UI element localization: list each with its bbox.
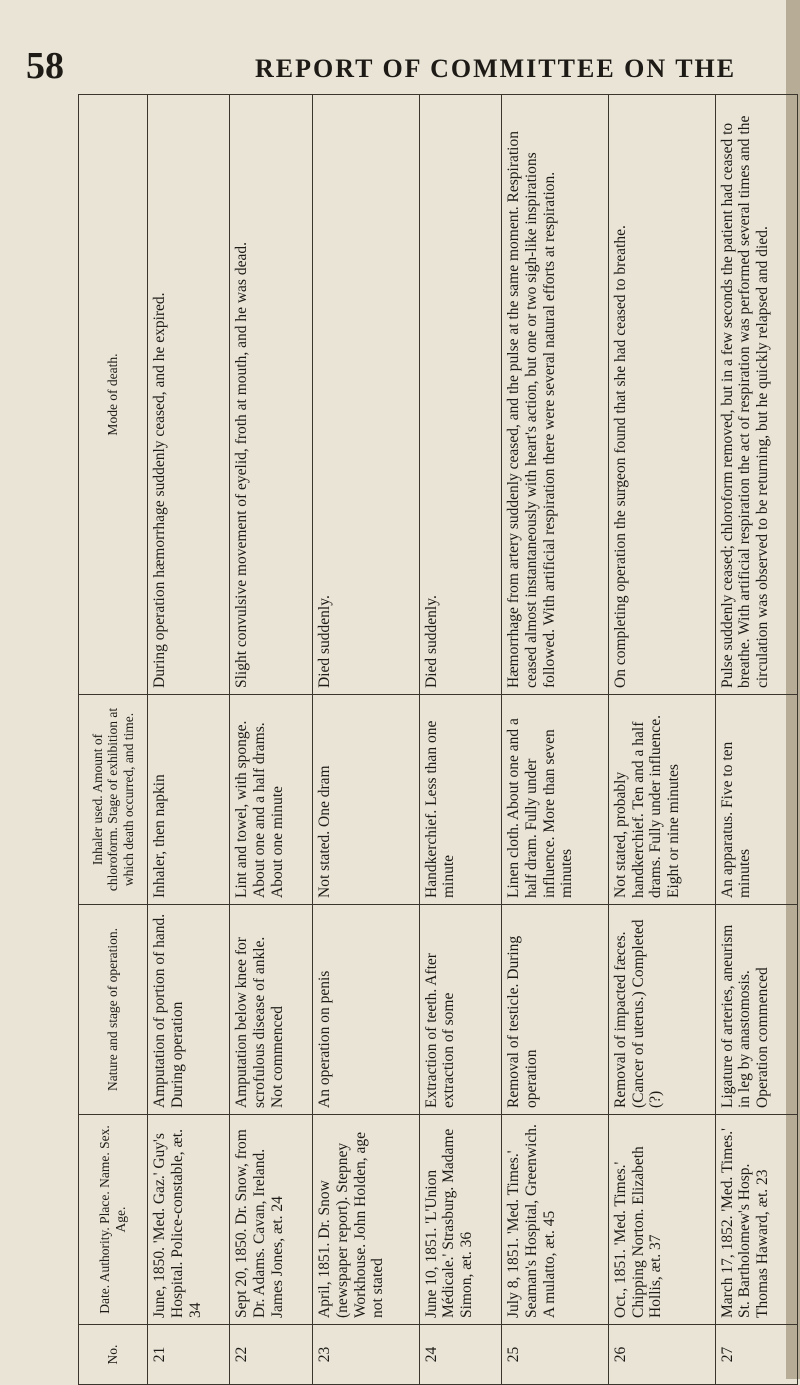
column-header-date: Date. Authority. Place. Name. Sex. Age. — [79, 1115, 148, 1325]
cell-nature: An operation on penis — [312, 905, 419, 1115]
column-header-mode: Mode of death. — [79, 95, 148, 695]
table-row — [148, 95, 230, 1385]
cell-mode: On completing operation the surgeon found that she had ceased to breathe. — [608, 95, 715, 695]
table-header-row — [79, 95, 148, 1385]
cell-date: July 8, 1851. 'Med. Times.' Seaman's Hospital, Greenwich. A mulatto, æt. 45 — [502, 1115, 609, 1325]
cell-inhaler: Inhaler, then napkin — [148, 695, 230, 905]
cell-inhaler: Lint and towel, with sponge. About one and a half drams. About one minute — [230, 695, 312, 905]
cell-no: 24 — [419, 1325, 501, 1385]
table-row — [715, 95, 797, 1385]
cell-mode: Pulse suddenly ceased; chloroform removed, but in a few seconds the patient had ceased to breathe. With artificial respiration the act of respiration was performed several times and the circulation was observed to be returning, but he quickly relapsed and died. — [715, 95, 797, 695]
column-header-inhaler: Inhaler used. Amount of chloroform. Stage of exhibition at which death occurred, and time. — [79, 695, 148, 905]
page-number: 58 — [26, 45, 64, 87]
rotated-table-wrapper — [78, 95, 798, 1385]
column-header-no: No. — [79, 1325, 148, 1385]
cell-inhaler: Not stated. One dram — [312, 695, 419, 905]
cell-nature: Amputation below knee for scrofulous disease of ankle. Not commenced — [230, 905, 312, 1115]
cell-date: Sept 20, 1850. Dr. Snow, from Dr. Adams. Cavan, Ireland. James Jones, æt. 24 — [230, 1115, 312, 1325]
cell-no: 26 — [608, 1325, 715, 1385]
cell-no: 21 — [148, 1325, 230, 1385]
cell-no: 25 — [502, 1325, 609, 1385]
cell-no: 23 — [312, 1325, 419, 1385]
cell-mode: Died suddenly. — [312, 95, 419, 695]
cell-no: 27 — [715, 1325, 797, 1385]
cell-nature: Ligature of arteries, aneurism in leg by anastomosis. Operation commenced — [715, 905, 797, 1115]
cell-inhaler: Handkerchief. Less than one minute — [419, 695, 501, 905]
cell-mode: During operation hæmorrhage suddenly ceased, and he expired. — [148, 95, 230, 695]
cell-date: Oct., 1851. 'Med. Times.' Chipping Norton. Elizabeth Hollis, æt. 37 — [608, 1115, 715, 1325]
column-header-nature: Nature and stage of operation. — [79, 905, 148, 1115]
running-title: REPORT OF COMMITTEE ON THE — [255, 54, 737, 83]
cell-nature: Extraction of teeth. After extraction of some — [419, 905, 501, 1115]
table-row — [312, 95, 419, 1385]
table-row — [608, 95, 715, 1385]
cell-date: June, 1850. 'Med. Gaz.' Guy's Hospital. Police-constable, æt. 34 — [148, 1115, 230, 1325]
cell-date: March 17, 1852. 'Med. Times.' St. Bartholomew's Hosp. Thomas Haward, æt. 23 — [715, 1115, 797, 1325]
cell-mode: Slight convulsive movement of eyelid, froth at mouth, and he was dead. — [230, 95, 312, 695]
page-header — [0, 44, 800, 86]
cell-no: 22 — [230, 1325, 312, 1385]
table-row — [230, 95, 312, 1385]
cell-mode: Died suddenly. — [419, 95, 501, 695]
cell-nature: Removal of impacted fæces. (Cancer of uterus.) Completed (?) — [608, 905, 715, 1115]
table-row — [502, 95, 609, 1385]
cell-mode: Hæmorrhage from artery suddenly ceased, and the pulse at the same moment. Respiration ceased almost instantaneously with heart's action, but one or two sigh-like inspirations followed. With artificial respiration there were several natural efforts at respiration. — [502, 95, 609, 695]
cell-date: April, 1851. Dr. Snow (newspaper report). Stepney Workhouse. John Holden, age not stated — [312, 1115, 419, 1325]
table-row — [419, 95, 501, 1385]
chloroform-deaths-table — [78, 94, 798, 1385]
cell-inhaler: Not stated, probably handkerchief. Ten and a half drams. Fully under influence. Eight or nine minutes — [608, 695, 715, 905]
cell-nature: Amputation of portion of hand. During operation — [148, 905, 230, 1115]
cell-nature: Removal of testicle. During operation — [502, 905, 609, 1115]
cell-date: June 10, 1851. 'L'Union Médicale.' Strasburg. Madame Simon, æt. 36 — [419, 1115, 501, 1325]
cell-inhaler: An apparatus. Five to ten minutes — [715, 695, 797, 905]
cell-inhaler: Linen cloth. About one and a half dram. Fully under influence. More than seven minutes — [502, 695, 609, 905]
